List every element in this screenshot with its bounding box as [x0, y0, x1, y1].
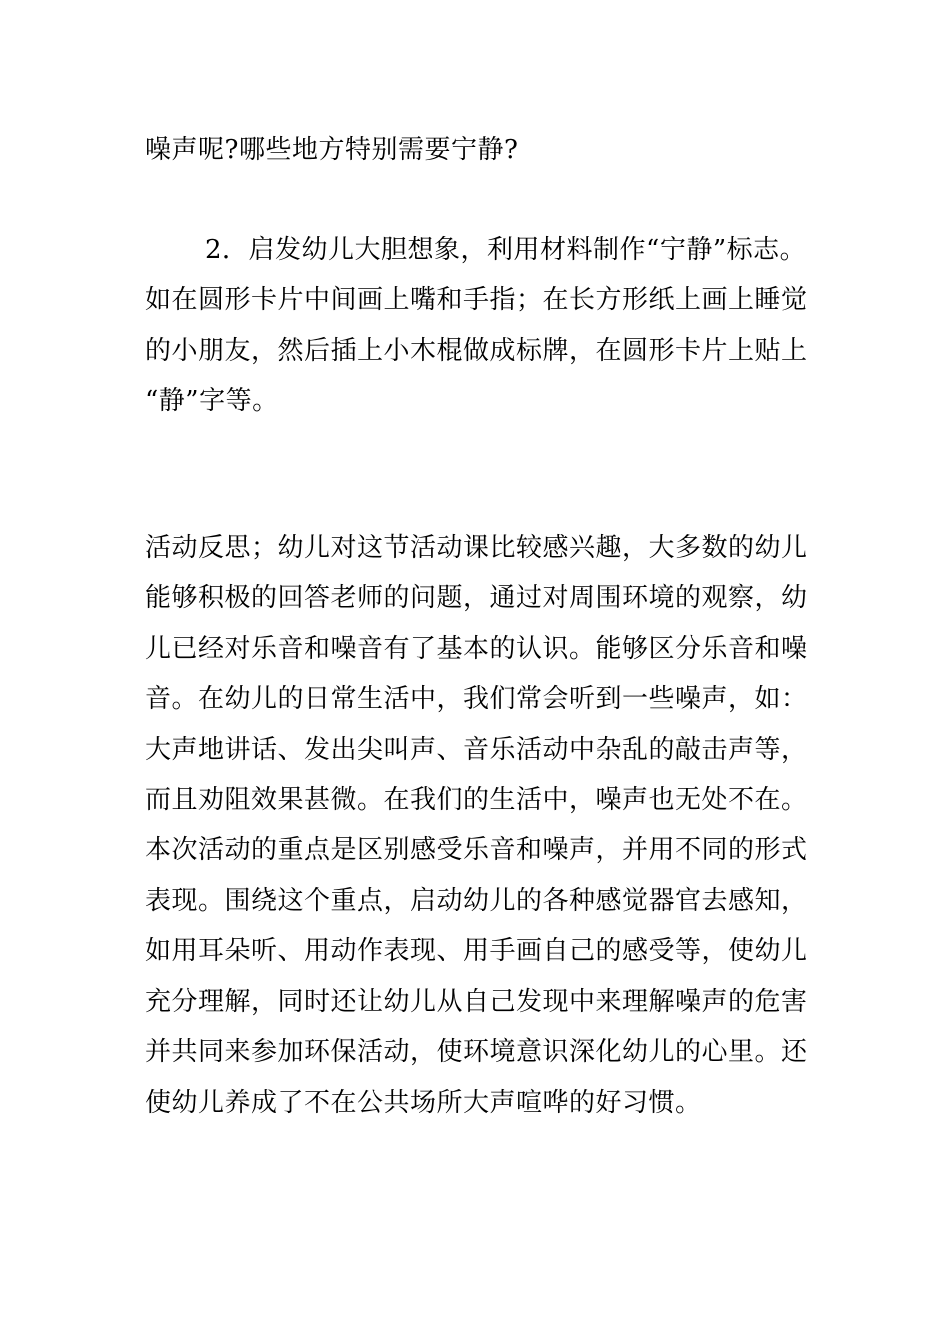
reflection-line-1: 活动反思；幼儿对这节活动课比较感兴趣，大多数的幼儿	[145, 533, 808, 563]
reflection-line-5: 大声地讲话、发出尖叫声、音乐活动中杂乱的敲击声等，	[145, 735, 808, 765]
reflection-line-2: 能够积极的回答老师的问题，通过对周围环境的观察，幼	[145, 583, 808, 613]
reflection-line-4: 音。在幼儿的日常生活中，我们常会听到一些噪声，如：	[145, 684, 808, 714]
step2-line-3: 的小朋友，然后插上小木棍做成标牌，在圆形卡片上贴上	[145, 336, 808, 366]
step2-line-1: 2．启发幼儿大胆想象，利用材料制作“宁静”标志。	[205, 235, 807, 265]
step2-line-4: “静”字等。	[145, 386, 279, 416]
reflection-line-8: 表现。围绕这个重点，启动幼儿的各种感觉器官去感知，	[145, 886, 808, 916]
step2-line-2: 如在圆形卡片中间画上嘴和手指；在长方形纸上画上睡觉	[145, 285, 808, 315]
reflection-line-10: 充分理解，同时还让幼儿从自己发现中来理解噪声的危害	[145, 987, 808, 1017]
reflection-line-6: 而且劝阻效果甚微。在我们的生活中，噪声也无处不在。	[145, 785, 808, 815]
reflection-line-12: 使幼儿养成了不在公共场所大声喧哗的好习惯。	[145, 1088, 702, 1118]
reflection-line-11: 并共同来参加环保活动，使环境意识深化幼儿的心里。还	[145, 1037, 808, 1067]
intro-line: 噪声呢?哪些地方特别需要宁静?	[145, 135, 519, 165]
reflection-line-3: 儿已经对乐音和噪音有了基本的认识。能够区分乐音和噪	[145, 634, 808, 664]
reflection-line-9: 如用耳朵听、用动作表现、用手画自己的感受等，使幼儿	[145, 936, 808, 966]
reflection-line-7: 本次活动的重点是区别感受乐音和噪声，并用不同的形式	[145, 835, 808, 865]
